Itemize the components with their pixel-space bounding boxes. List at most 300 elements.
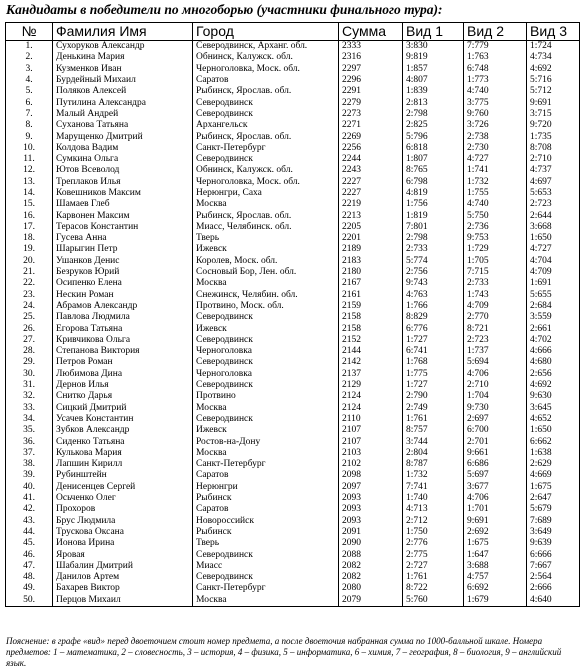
- col-header-name: Фамилия Имя: [53, 23, 193, 41]
- kind3-score: 3:645: [527, 403, 580, 414]
- participant-name: Денькина Мария: [53, 52, 193, 63]
- total-score: 2137: [339, 369, 403, 380]
- total-score: 2107: [339, 436, 403, 447]
- kind2-score: 3:677: [464, 482, 527, 493]
- kind1-score: 2:804: [403, 448, 464, 459]
- kind1-score: 2:790: [403, 391, 464, 402]
- kind2-score: 1:743: [464, 290, 527, 301]
- kind3-score: 2:684: [527, 301, 580, 312]
- participant-name: Денисенцев Сергей: [53, 482, 193, 493]
- city: Нерюнгри: [193, 482, 339, 493]
- table-row: [6, 527, 580, 538]
- kind2-score: 3:726: [464, 120, 527, 131]
- city: Ижевск: [193, 425, 339, 436]
- total-score: 2142: [339, 357, 403, 368]
- total-score: 2097: [339, 482, 403, 493]
- city: Рыбинск, Ярослав. обл.: [193, 210, 339, 221]
- kind1-score: 6:798: [403, 177, 464, 188]
- kind3-score: 1:650: [527, 425, 580, 436]
- kind3-score: 4:734: [527, 52, 580, 63]
- total-score: 2124: [339, 391, 403, 402]
- participant-name: Карвонен Максим: [53, 210, 193, 221]
- total-score: 2098: [339, 470, 403, 481]
- row-number: 21.: [6, 267, 53, 278]
- city: Северодвинск: [193, 97, 339, 108]
- kind3-score: 4:692: [527, 380, 580, 391]
- table-row: [6, 595, 580, 607]
- kind3-score: 4:680: [527, 357, 580, 368]
- participant-name: Шамаев Глеб: [53, 199, 193, 210]
- kind1-score: 3:744: [403, 436, 464, 447]
- page-title: Кандидаты в победители по многоборью (участники финального тура):: [6, 2, 443, 17]
- city: Северодвинск: [193, 109, 339, 120]
- city: Ижевск: [193, 244, 339, 255]
- kind3-score: 3:668: [527, 222, 580, 233]
- row-number: 42.: [6, 504, 53, 515]
- table-row: [6, 493, 580, 504]
- kind2-score: 4:740: [464, 199, 527, 210]
- total-score: 2079: [339, 595, 403, 607]
- participant-name: Шабалин Дмитрий: [53, 561, 193, 572]
- participant-name: Лапшин Кирилл: [53, 459, 193, 470]
- city: Ростов-на-Дону: [193, 436, 339, 447]
- table-row: [6, 369, 580, 380]
- table-row: [6, 290, 580, 301]
- kind3-score: 8:708: [527, 143, 580, 154]
- total-score: 2082: [339, 572, 403, 583]
- participant-name: Павлова Людмила: [53, 312, 193, 323]
- kind2-score: 1:704: [464, 391, 527, 402]
- city: Москва: [193, 199, 339, 210]
- kind3-score: 2:661: [527, 323, 580, 334]
- total-score: 2279: [339, 97, 403, 108]
- table-row: [6, 301, 580, 312]
- table-row: [6, 199, 580, 210]
- city: Саратов: [193, 470, 339, 481]
- city: Миасс, Челябинск. обл.: [193, 222, 339, 233]
- row-number: 5.: [6, 86, 53, 97]
- kind2-score: 4:706: [464, 369, 527, 380]
- kind2-score: 9:760: [464, 109, 527, 120]
- col-header-sum: Сумма: [339, 23, 403, 41]
- kind2-score: 8:721: [464, 323, 527, 334]
- kind3-score: 4:666: [527, 346, 580, 357]
- participant-name: Терасов Константин: [53, 222, 193, 233]
- row-number: 37.: [6, 448, 53, 459]
- kind3-score: 2:656: [527, 369, 580, 380]
- row-number: 22.: [6, 278, 53, 289]
- kind2-score: 2:697: [464, 414, 527, 425]
- participant-name: Кулькова Мария: [53, 448, 193, 459]
- table-row: [6, 256, 580, 267]
- kind1-score: 1:807: [403, 154, 464, 165]
- kind3-score: 4:727: [527, 244, 580, 255]
- kind2-score: 5:694: [464, 357, 527, 368]
- city: Обнинск, Калужск. обл.: [193, 165, 339, 176]
- total-score: 2256: [339, 143, 403, 154]
- row-number: 32.: [6, 391, 53, 402]
- kind1-score: 5:774: [403, 256, 464, 267]
- kind1-score: 6:741: [403, 346, 464, 357]
- kind2-score: 1:675: [464, 538, 527, 549]
- total-score: 2082: [339, 561, 403, 572]
- city: Обнинск, Калужск. обл.: [193, 52, 339, 63]
- kind2-score: 2:730: [464, 143, 527, 154]
- total-score: 2291: [339, 86, 403, 97]
- kind1-score: 9:743: [403, 278, 464, 289]
- participant-name: Шарыгин Петр: [53, 244, 193, 255]
- table-header-row: [6, 23, 580, 41]
- kind3-score: 1:735: [527, 131, 580, 142]
- table-row: [6, 75, 580, 86]
- total-score: 2333: [339, 41, 403, 53]
- city: Тверь: [193, 233, 339, 244]
- table-row: [6, 346, 580, 357]
- kind3-score: 5:679: [527, 504, 580, 515]
- row-number: 12.: [6, 165, 53, 176]
- table-row: [6, 470, 580, 481]
- kind1-score: 1:750: [403, 527, 464, 538]
- participant-name: Степанова Виктория: [53, 346, 193, 357]
- kind3-score: 4:697: [527, 177, 580, 188]
- table-row: [6, 538, 580, 549]
- kind3-score: 1:638: [527, 448, 580, 459]
- row-number: 38.: [6, 459, 53, 470]
- table-row: [6, 278, 580, 289]
- city: Протвино, Моск. обл.: [193, 301, 339, 312]
- table-row: [6, 131, 580, 142]
- kind1-score: 4:763: [403, 290, 464, 301]
- row-number: 30.: [6, 369, 53, 380]
- kind2-score: 2:692: [464, 527, 527, 538]
- candidates-table: [5, 22, 580, 607]
- row-number: 34.: [6, 414, 53, 425]
- kind1-score: 1:727: [403, 335, 464, 346]
- kind2-score: 3:688: [464, 561, 527, 572]
- kind3-score: 2:647: [527, 493, 580, 504]
- kind2-score: 4:727: [464, 154, 527, 165]
- kind1-score: 4:713: [403, 504, 464, 515]
- kind1-score: 2:798: [403, 233, 464, 244]
- kind1-score: 6:818: [403, 143, 464, 154]
- kind1-score: 1:857: [403, 64, 464, 75]
- kind2-score: 2:701: [464, 436, 527, 447]
- row-number: 39.: [6, 470, 53, 481]
- city: Миасс: [193, 561, 339, 572]
- col-header-city: Город: [193, 23, 339, 41]
- kind1-score: 1:819: [403, 210, 464, 221]
- kind2-score: 9:730: [464, 403, 527, 414]
- row-number: 36.: [6, 436, 53, 447]
- kind1-score: 2:756: [403, 267, 464, 278]
- total-score: 2090: [339, 538, 403, 549]
- kind1-score: 1:761: [403, 414, 464, 425]
- kind1-score: 3:830: [403, 41, 464, 53]
- kind2-score: 9:661: [464, 448, 527, 459]
- total-score: 2093: [339, 493, 403, 504]
- participant-name: Колдова Вадим: [53, 143, 193, 154]
- row-number: 6.: [6, 97, 53, 108]
- kind2-score: 4:740: [464, 86, 527, 97]
- row-number: 50.: [6, 595, 53, 607]
- city: Санкт-Петербург: [193, 143, 339, 154]
- row-number: 9.: [6, 131, 53, 142]
- city: Рыбинск: [193, 493, 339, 504]
- kind3-score: 9:639: [527, 538, 580, 549]
- table-row: [6, 41, 580, 53]
- kind2-score: 9:753: [464, 233, 527, 244]
- kind2-score: 1:755: [464, 188, 527, 199]
- table-row: [6, 143, 580, 154]
- row-number: 46.: [6, 549, 53, 560]
- total-score: 2244: [339, 154, 403, 165]
- participant-name: Безруков Юрий: [53, 267, 193, 278]
- kind3-score: 5:712: [527, 86, 580, 97]
- kind1-score: 8:722: [403, 583, 464, 594]
- table-row: [6, 233, 580, 244]
- total-score: 2107: [339, 425, 403, 436]
- city: Рыбинск: [193, 527, 339, 538]
- row-number: 20.: [6, 256, 53, 267]
- city: Северодвинск: [193, 154, 339, 165]
- footnote: Пояснение: в графе «вид» перед двоеточием стоит номер предмета, а после двоеточия набранная сумма по 1000-балльной шкале. Номера предметов: 1 – математика, 2 – словесность, 3 – история, 4 – физика, 5 – информатика, 6 – химия, 7 – география, 8 – биология, 9 – английский язык.: [6, 636, 562, 668]
- total-score: 2152: [339, 335, 403, 346]
- table-row: [6, 459, 580, 470]
- kind2-score: 5:697: [464, 470, 527, 481]
- kind1-score: 1:756: [403, 199, 464, 210]
- kind1-score: 1:768: [403, 357, 464, 368]
- kind2-score: 5:750: [464, 210, 527, 221]
- kind2-score: 7:779: [464, 41, 527, 53]
- kind1-score: 1:761: [403, 572, 464, 583]
- kind1-score: 9:819: [403, 52, 464, 63]
- participant-name: Кривчикова Ольга: [53, 335, 193, 346]
- kind3-score: 2:710: [527, 154, 580, 165]
- kind2-score: 3:775: [464, 97, 527, 108]
- participant-name: Зубков Александр: [53, 425, 193, 436]
- participant-name: Путилина Александра: [53, 97, 193, 108]
- kind3-score: 2:723: [527, 199, 580, 210]
- table-row: [6, 244, 580, 255]
- kind3-score: 5:653: [527, 188, 580, 199]
- kind3-score: 4:640: [527, 595, 580, 607]
- kind2-score: 1:741: [464, 165, 527, 176]
- total-score: 2167: [339, 278, 403, 289]
- kind1-score: 7:801: [403, 222, 464, 233]
- participant-name: Суханова Татьяна: [53, 120, 193, 131]
- participant-name: Малый Андрей: [53, 109, 193, 120]
- table-row: [6, 414, 580, 425]
- kind3-score: 4:704: [527, 256, 580, 267]
- participant-name: Бурдейный Михаил: [53, 75, 193, 86]
- table-row: [6, 154, 580, 165]
- row-number: 18.: [6, 233, 53, 244]
- row-number: 49.: [6, 583, 53, 594]
- kind2-score: 1:679: [464, 595, 527, 607]
- participant-name: Ушанков Денис: [53, 256, 193, 267]
- table-row: [6, 109, 580, 120]
- kind3-score: 4:709: [527, 267, 580, 278]
- city: Саратов: [193, 75, 339, 86]
- kind3-score: 2:629: [527, 459, 580, 470]
- row-number: 28.: [6, 346, 53, 357]
- city: Черноголовка: [193, 346, 339, 357]
- participant-name: Снитко Дарья: [53, 391, 193, 402]
- participant-name: Рубинштейн: [53, 470, 193, 481]
- kind2-score: 6:748: [464, 64, 527, 75]
- kind3-score: 7:667: [527, 561, 580, 572]
- total-score: 2296: [339, 75, 403, 86]
- participant-name: Сицкий Дмитрий: [53, 403, 193, 414]
- total-score: 2091: [339, 527, 403, 538]
- total-score: 2093: [339, 515, 403, 526]
- kind1-score: 2:727: [403, 561, 464, 572]
- kind3-score: 6:662: [527, 436, 580, 447]
- table-row: [6, 120, 580, 131]
- participant-name: Нескин Роман: [53, 290, 193, 301]
- city: Саратов: [193, 504, 339, 515]
- total-score: 2124: [339, 403, 403, 414]
- participant-name: Ковешников Максим: [53, 188, 193, 199]
- participant-name: Егорова Татьяна: [53, 323, 193, 334]
- table-row: [6, 403, 580, 414]
- participant-name: Осьченко Олег: [53, 493, 193, 504]
- city: Снежинск, Челябин. обл.: [193, 290, 339, 301]
- kind3-score: 2:564: [527, 572, 580, 583]
- kind3-score: 2:644: [527, 210, 580, 221]
- row-number: 8.: [6, 120, 53, 131]
- table-row: [6, 165, 580, 176]
- row-number: 24.: [6, 301, 53, 312]
- participant-name: Марущенко Дмитрий: [53, 131, 193, 142]
- kind3-score: 5:655: [527, 290, 580, 301]
- city: Северодвинск: [193, 414, 339, 425]
- participant-name: Ионова Ирина: [53, 538, 193, 549]
- row-number: 7.: [6, 109, 53, 120]
- row-number: 11.: [6, 154, 53, 165]
- table-row: [6, 52, 580, 63]
- city: Нерюнгри, Саха: [193, 188, 339, 199]
- participant-name: Осипенко Елена: [53, 278, 193, 289]
- total-score: 2080: [339, 583, 403, 594]
- row-number: 43.: [6, 515, 53, 526]
- total-score: 2158: [339, 323, 403, 334]
- row-number: 10.: [6, 143, 53, 154]
- row-number: 44.: [6, 527, 53, 538]
- kind1-score: 2:776: [403, 538, 464, 549]
- kind1-score: 5:760: [403, 595, 464, 607]
- total-score: 2144: [339, 346, 403, 357]
- kind3-score: 3:559: [527, 312, 580, 323]
- participant-name: Любимова Дина: [53, 369, 193, 380]
- row-number: 27.: [6, 335, 53, 346]
- kind2-score: 7:715: [464, 267, 527, 278]
- kind1-score: 8:765: [403, 165, 464, 176]
- kind1-score: 8:787: [403, 459, 464, 470]
- table-row: [6, 323, 580, 334]
- table-row: [6, 380, 580, 391]
- row-number: 40.: [6, 482, 53, 493]
- row-number: 29.: [6, 357, 53, 368]
- city: Северодвинск, Арханг. обл.: [193, 41, 339, 53]
- table-row: [6, 448, 580, 459]
- city: Санкт-Петербург: [193, 583, 339, 594]
- kind3-score: 1:691: [527, 278, 580, 289]
- kind1-score: 4:819: [403, 188, 464, 199]
- kind2-score: 1:763: [464, 52, 527, 63]
- table-row: [6, 583, 580, 594]
- participant-name: Сиденко Татьяна: [53, 436, 193, 447]
- table-row: [6, 210, 580, 221]
- kind2-score: 4:709: [464, 301, 527, 312]
- row-number: 35.: [6, 425, 53, 436]
- city: Черноголовка, Моск. обл.: [193, 64, 339, 75]
- participant-name: Прохоров: [53, 504, 193, 515]
- kind3-score: 1:724: [527, 41, 580, 53]
- row-number: 1.: [6, 41, 53, 53]
- total-score: 2205: [339, 222, 403, 233]
- table-body: [6, 41, 580, 607]
- participant-name: Кузменков Иван: [53, 64, 193, 75]
- total-score: 2093: [339, 504, 403, 515]
- kind3-score: 7:689: [527, 515, 580, 526]
- participant-name: Петров Роман: [53, 357, 193, 368]
- city: Архангельск: [193, 120, 339, 131]
- total-score: 2271: [339, 120, 403, 131]
- col-header-kind3: Вид 3: [527, 23, 580, 41]
- table-row: [6, 335, 580, 346]
- total-score: 2103: [339, 448, 403, 459]
- kind2-score: 2:733: [464, 278, 527, 289]
- city: Северодвинск: [193, 357, 339, 368]
- table-row: [6, 188, 580, 199]
- participant-name: Перцов Михаил: [53, 595, 193, 607]
- kind1-score: 4:807: [403, 75, 464, 86]
- city: Северодвинск: [193, 549, 339, 560]
- row-number: 23.: [6, 290, 53, 301]
- city: Королев, Моск. обл.: [193, 256, 339, 267]
- row-number: 3.: [6, 64, 53, 75]
- total-score: 2227: [339, 188, 403, 199]
- row-number: 26.: [6, 323, 53, 334]
- kind3-score: 3:649: [527, 527, 580, 538]
- city: Сосновый Бор, Лен. обл.: [193, 267, 339, 278]
- kind3-score: 4:652: [527, 414, 580, 425]
- city: Протвино: [193, 391, 339, 402]
- total-score: 2180: [339, 267, 403, 278]
- kind3-score: 9:720: [527, 120, 580, 131]
- city: Северодвинск: [193, 335, 339, 346]
- col-header-kind2: Вид 2: [464, 23, 527, 41]
- kind3-score: 1:675: [527, 482, 580, 493]
- city: Тверь: [193, 538, 339, 549]
- total-score: 2183: [339, 256, 403, 267]
- row-number: 33.: [6, 403, 53, 414]
- total-score: 2316: [339, 52, 403, 63]
- kind1-score: 2:775: [403, 549, 464, 560]
- kind1-score: 1:727: [403, 380, 464, 391]
- total-score: 2159: [339, 301, 403, 312]
- kind1-score: 2:712: [403, 515, 464, 526]
- kind2-score: 1:729: [464, 244, 527, 255]
- kind1-score: 1:732: [403, 470, 464, 481]
- participant-name: Бахарев Виктор: [53, 583, 193, 594]
- participant-name: Данилов Артем: [53, 572, 193, 583]
- kind2-score: 2:738: [464, 131, 527, 142]
- participant-name: Поляков Алексей: [53, 86, 193, 97]
- participant-name: Абрамов Александр: [53, 301, 193, 312]
- total-score: 2088: [339, 549, 403, 560]
